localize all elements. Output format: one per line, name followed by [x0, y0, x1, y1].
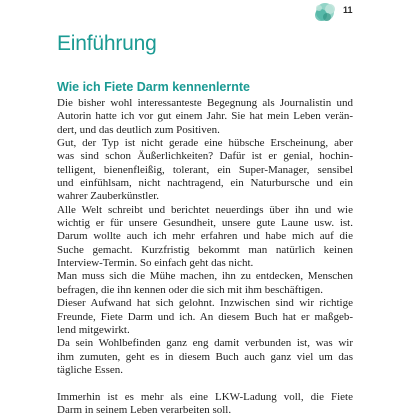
paragraph-gap: [57, 377, 353, 390]
body-line: Suche gemacht. Kurzfristig bekommt man natürlich keinen: [57, 243, 353, 256]
badge-blob-4: [323, 13, 331, 21]
body-line: befragen, die ihn kennen oder die sich mit ihm beschäftigen.: [57, 283, 324, 296]
body-text: [57, 97, 353, 417]
body-line: tägliche Essen.: [57, 363, 123, 376]
section-heading: Wie ich Fiete Darm kennenlernte: [57, 80, 250, 94]
body-line: Gut, der Typ ist nicht gerade eine hübsche Erscheinung, aber: [57, 137, 353, 150]
body-line: Autorin hatte ich vor gut einem Jahr. Sie hat mein Leben verän-: [57, 110, 353, 123]
body-line: Man muss sich die Mühe machen, ihn zu entdecken, Menschen: [57, 270, 353, 283]
body-line: ihm zumuten, geht es in diesem Buch auch ganz viel um das: [57, 350, 353, 363]
badge-blob-3: [325, 4, 335, 14]
body-line: wahrer Zauberkünstler.: [57, 190, 160, 203]
body-line: Da sein Wohlbefinden ganz eng damit verbunden ist, was wir: [57, 337, 353, 350]
body-line: Die bisher wohl interessanteste Begegnung als Journalistin und: [57, 97, 353, 109]
chapter-title: Einführung: [57, 32, 157, 55]
body-line: Interview-Termin. So einfach geht das nicht.: [57, 257, 254, 270]
body-line: und einfühlsam, nicht nachtragend, ein Naturbursche und ein: [57, 177, 353, 190]
body-line: Dieser Aufwand hat sich gelohnt. Inzwischen sind wir richtige: [57, 297, 353, 310]
body-line: Immerhin ist es mehr als eine LKW-Ladung voll, die Fiete: [57, 390, 353, 403]
body-line: Freunde, Fiete Darm und ich. An diesem Buch hat er maßgeb-: [57, 310, 353, 323]
body-line: Alle Welt schreibt und berichtet neuerdings über ihn und wie: [57, 203, 353, 216]
body-line: Darum wollte auch ich mehr erfahren und habe mich auf die: [57, 230, 353, 243]
body-line: telligent, bienenfleißig, tolerant, ein Super-Manager, sensibel: [57, 163, 353, 176]
body-line: wichtig er für unsere Gesundheit, unsere gute Laune usw. ist.: [57, 217, 353, 230]
body-line: dert, und das deutlich zum Positiven.: [57, 123, 220, 136]
badge-blob-5: [316, 5, 322, 11]
page-badge-icon: [309, 0, 342, 28]
body-line: lend mitgewirkt.: [57, 323, 130, 336]
body-line: was sind schon Äußerlichkeiten? Dafür ist er genial, hochin-: [57, 150, 353, 163]
body-line: Darm in seinem Leben verarbeiten soll.: [57, 403, 232, 416]
page-number: 11: [343, 5, 353, 15]
